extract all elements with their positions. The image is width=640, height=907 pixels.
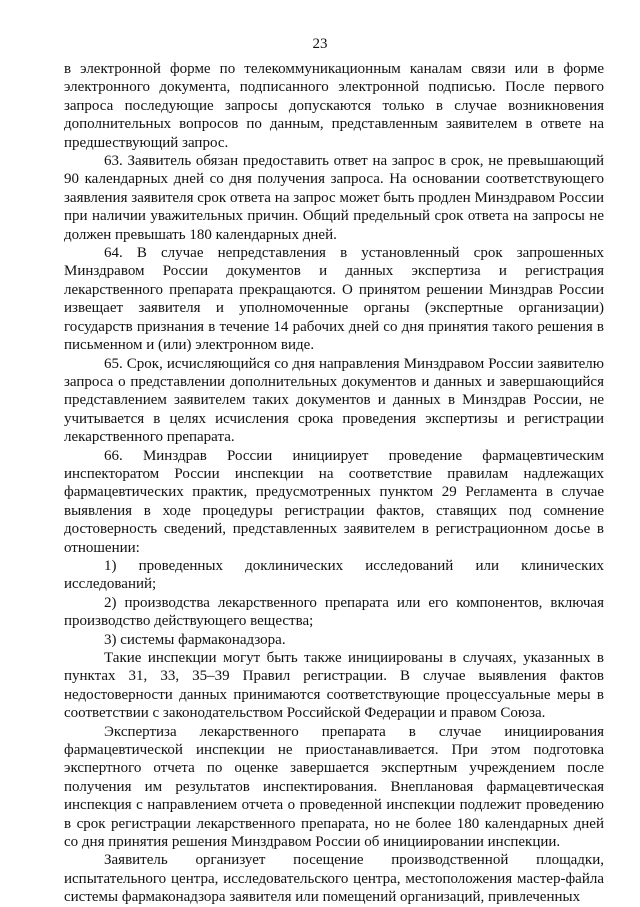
paragraph-expertise: Экспертиза лекарственного препарата в случае инициирования фармацевтической инспекции не приостанавливается. При этом подготовка экспертного отчета по оценке завершается экспертным учреждением после получения им результатов инспектирования. Внеплановая фармацевтическая инспекция с направлением отчета о проведенной инспекции подлежит проведению в срок регистрации лекарственного препарата, но не более 180 календарных дней со дня принятия решения Минздравом России об инициировании инспекции. (64, 723, 604, 851)
paragraph-inspections: Такие инспекции могут быть также инициированы в случаях, указанных в пунктах 31, 33, 35–39 Правил регистрации. В случае выявления фактов недостоверности данных принимаются соответствующие процессуальные меры в соответствии с законодательством Российской Федерации и правом Союза. (64, 650, 604, 722)
list-item-1: 1) проведенных доклинических исследований или клинических исследований; (64, 557, 604, 593)
document-body (64, 60, 604, 907)
paragraph-66: 66. Минздрав России инициирует проведение фармацевтическим инспекторатом России инспекции на соответствие правилам надлежащих фармацевтических практик, предусмотренных пунктом 29 Регламента в случае выявления в ходе процедуры регистрации фактов, ставящих под сомнение достоверность сведений, представленных заявителем в регистрационном досье в отношении: (64, 447, 604, 556)
list-item-2: 2) производства лекарственного препарата или его компонентов, включая производство действующего вещества; (64, 594, 604, 630)
page-number: 23 (312, 36, 328, 52)
paragraph-64: 64. В случае непредставления в установленный срок запрошенных Минздравом России документов и данных экспертиза и регистрация лекарственного препарата прекращаются. О принятом решении Минздрав России извещает заявителя и уполномоченные органы (экспертные организации) государств признания в течение 14 рабочих дней со дня принятия такого решения в письменном и (или) электронном виде. (64, 245, 604, 354)
list-item-3: 3) системы фармаконадзора. (104, 631, 286, 648)
paragraph-65: 65. Срок, исчисляющийся со дня направления Минздравом России заявителю запроса о представлении дополнительных документов и данных и завершающийся представлением заявителем таких документов и данных в Минздрав России, не учитывается в целях исчисления срока проведения экспертизы и регистрации лекарственного препарата. (64, 355, 604, 446)
paragraph-applicant: Заявитель организует посещение производственной площадки, испытательного центра, исследовательского центра, местоположения мастер-файла системы фармаконадзора заявителя или помещений организаций, привлеченных (64, 852, 604, 906)
paragraph-continuation: в электронной форме по телекоммуникационным каналам связи или в форме электронного документа, подписанного электронной подписью. После первого запроса последующие запросы допускаются только в случае возникновения дополнительных вопросов по данным, представленным заявителем в ответе на предшествующий запрос. (64, 61, 604, 151)
paragraph-63: 63. Заявитель обязан предоставить ответ на запрос в срок, не превышающий 90 календарных дней со дня получения запроса. На основании соответствующего заявления заявителя срок ответа на запрос может быть продлен Минздравом России при наличии уважительных причин. Общий предельный срок ответа на запросы не должен превышать 180 календарных дней. (64, 153, 604, 243)
